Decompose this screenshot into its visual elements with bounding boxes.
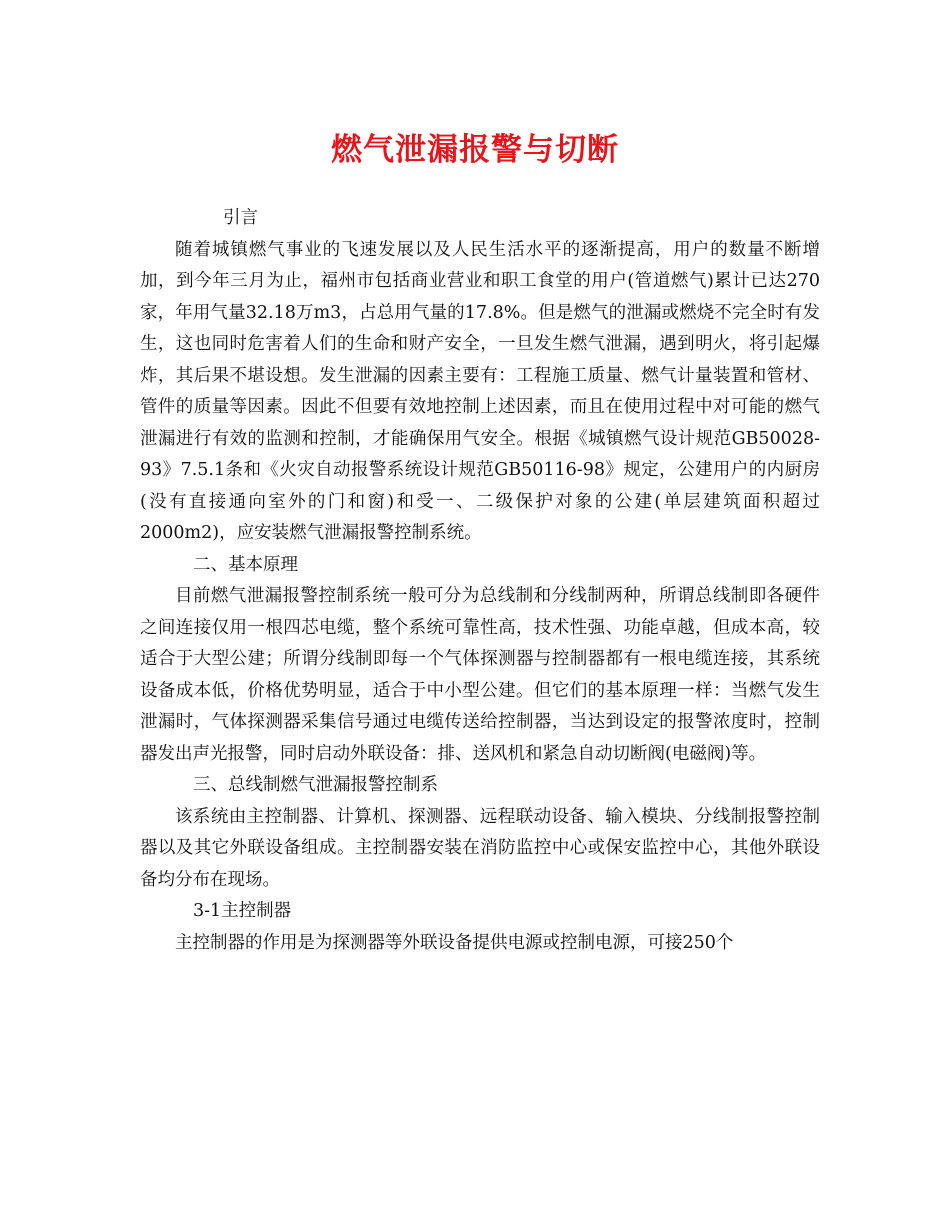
paragraph-principle: 目前燃气泄漏报警控制系统一般可分为总线制和分线制两种，所谓总线制即各硬件之间连接仅用一根四芯电缆，整个系统可靠性高，技术性强、功能卓越，但成本高，较适合于大型公建；所谓分线制即每一个气体探测器与控制器都有一根电缆连接，其系统设备成本低，价格优势明显，适合于中小型公建。但它们的基本原理一样：当燃气发生泄漏时，气体探测器采集信号通过电缆传送给控制器，当达到设定的报警浓度时，控制器发出声光报警，同时启动外联设备：排、送风机和紧急自动切断阀(电磁阀)等。 xyxy=(140,586,820,764)
document-title: 燃气泄漏报警与切断 xyxy=(331,132,619,168)
document-body xyxy=(140,203,820,959)
paragraph-main-controller: 主控制器的作用是为探测器等外联设备提供电源或控制电源，可接250个 xyxy=(175,932,734,953)
section-heading-main-controller: 3-1主控制器 xyxy=(193,901,292,921)
paragraph-intro: 随着城镇燃气事业的飞速发展以及人民生活水平的逐渐提高，用户的数量不断增加，到今年三月为止，福州市包括商业营业和职工食堂的用户(管道燃气)累计已达270家，年用气量32.18万m3，占总用气量的17.8%。但是燃气的泄漏或燃烧不完全时有发生，这也同时危害着人们的生命和财产安全，一旦发生燃气泄漏，遇到明火，将引起爆炸，其后果不堪设想。发生泄漏的因素主要有：工程施工质量、燃气计量装置和管材、管件的质量等因素。因此不但要有效地控制上述因素，而且在使用过程中对可能的燃气泄漏进行有效的监测和控制，才能确保用气安全。根据《城镇燃气设计规范GB50028-93》7.5.1条和《火灾自动报警系统设计规范GB50116-98》规定，公建用户的内厨房(没有直接通向室外的门和窗)和受一、二级保护对象的公建(单层建筑面积超过2000m2)，应安装燃气泄漏报警控制系统。 xyxy=(140,239,820,543)
paragraph-bus-system: 该系统由主控制器、计算机、探测器、远程联动设备、输入模块、分线制报警控制器以及其它外联设备组成。主控制器安装在消防监控中心或保安监控中心，其他外联设备均分布在现场。 xyxy=(140,806,820,890)
section-heading-intro: 引言 xyxy=(223,208,258,228)
section-heading-bus-system: 三、总线制燃气泄漏报警控制系 xyxy=(193,775,438,795)
section-heading-principle: 二、基本原理 xyxy=(193,554,298,575)
